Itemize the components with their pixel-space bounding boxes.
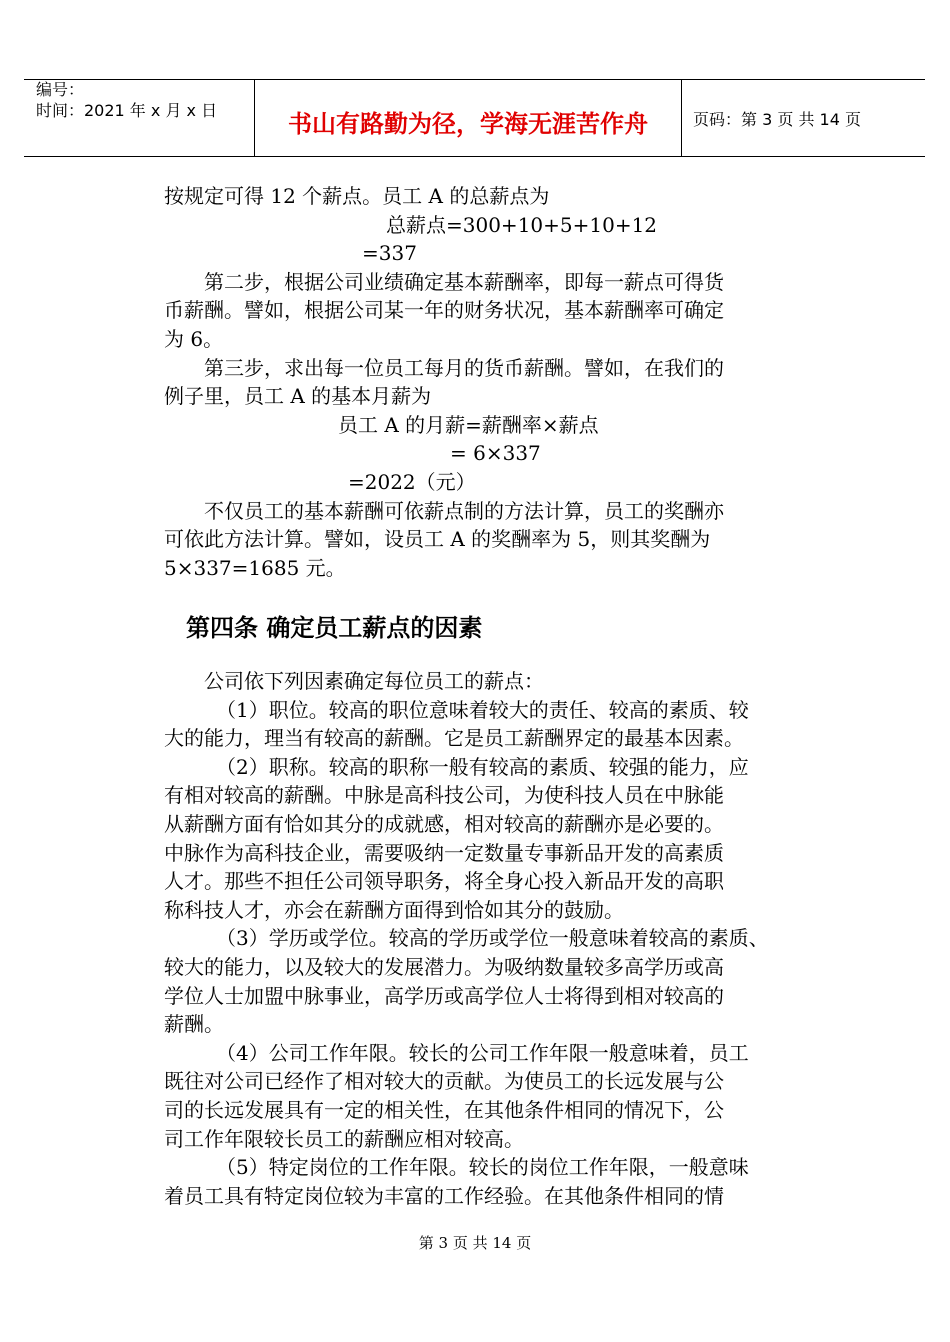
header-page-cell [681,80,925,156]
list-item-line: （5）特定岗位的工作年限。较长的岗位工作年限，一般意味 [216,1155,749,1180]
page-number-label: 页码：第 3 页 共 14 页 [693,110,861,129]
header-info-cell [24,80,254,156]
paragraph-line: 为 6。 [164,326,224,351]
paragraph-line: 例子里，员工 A 的基本月薪为 [164,384,432,409]
paragraph-line: 既往对公司已经作了相对较大的贡献。为使员工的长远发展与公 [164,1069,724,1094]
formula-line: 总薪点=300+10+5+10+12 [386,212,658,237]
formula-line: =337 [362,241,417,266]
formula-line: =2022（元） [348,469,476,494]
paragraph-line: 较大的能力，以及较大的发展潜力。为吸纳数量较多高学历或高 [164,954,724,979]
paragraph-line: 公司依下列因素确定每位员工的薪点： [204,669,544,693]
paragraph-line: 从薪酬方面有恰如其分的成就感，相对较高的薪酬亦是必要的。 [164,811,724,836]
paragraph-line: 不仅员工的基本薪酬可依薪点制的方法计算，员工的奖酬亦 [204,498,724,523]
paragraph-line: 5×337=1685 元。 [164,555,346,580]
paragraph-line: 人才。那些不担任公司领导职务，将全身心投入新品开发的高职 [164,869,724,894]
paragraph-line: 司工作年限较长员工的薪酬应相对较高。 [164,1126,524,1151]
section-heading: 第四条 确定员工薪点的因素 [186,614,483,642]
list-item-line: （3）学历或学位。较高的学历或学位一般意味着较高的素质、 [216,926,769,951]
section-body-text [164,667,794,1210]
paragraph-line: 可依此方法计算。譬如，设员工 A 的奖酬率为 5，则其奖酬为 [164,527,711,552]
paragraph-line: 大的能力，理当有较高的薪酬。它是员工薪酬界定的最基本因素。 [164,726,744,751]
formula-line: = 6×337 [450,441,541,466]
body-text [164,182,794,582]
paragraph-line: 学位人士加盟中脉事业，高学历或高学位人士将得到相对较高的 [164,983,724,1008]
paragraph-line: 第二步，根据公司业绩确定基本薪酬率，即每一薪点可得货 [204,269,724,294]
document-time-label: 时间：2021 年 x 月 x 日 [36,101,218,120]
list-item-line: （2）职称。较高的职称一般有较高的素质、较强的能力，应 [216,754,749,779]
paragraph-line: 称科技人才，亦会在薪酬方面得到恰如其分的鼓励。 [164,897,624,922]
document-number-label: 编号： [36,80,85,99]
paragraph-line: 币薪酬。譬如，根据公司某一年的财务状况，基本薪酬率可确定 [164,298,724,323]
paragraph-line: 薪酬。 [164,1012,224,1037]
list-item-line: （1）职位。较高的职位意味着较大的责任、较高的素质、较 [216,697,749,722]
paragraph-line: 着员工具有特定岗位较为丰富的工作经验。在其他条件相同的情 [164,1183,724,1208]
paragraph-line: 中脉作为高科技企业，需要吸纳一定数量专事新品开发的高素质 [164,840,724,865]
list-item-line: （4）公司工作年限。较长的公司工作年限一般意味着，员工 [216,1040,749,1065]
paragraph-line: 司的长远发展具有一定的相关性，在其他条件相同的情况下，公 [164,1097,724,1122]
page-header [24,79,925,157]
page-footer: 第 3 页 共 14 页 [418,1234,532,1252]
header-motto-cell [254,80,682,156]
formula-line: 员工 A 的月薪=薪酬率×薪点 [338,412,599,437]
motto-text: 书山有路勤为径，学海无涯苦作舟 [288,110,648,138]
paragraph-line: 按规定可得 12 个薪点。员工 A 的总薪点为 [164,184,550,208]
paragraph-line: 第三步，求出每一位员工每月的货币薪酬。譬如，在我们的 [204,355,724,380]
paragraph-line: 有相对较高的薪酬。中脉是高科技公司，为使科技人员在中脉能 [164,783,724,808]
